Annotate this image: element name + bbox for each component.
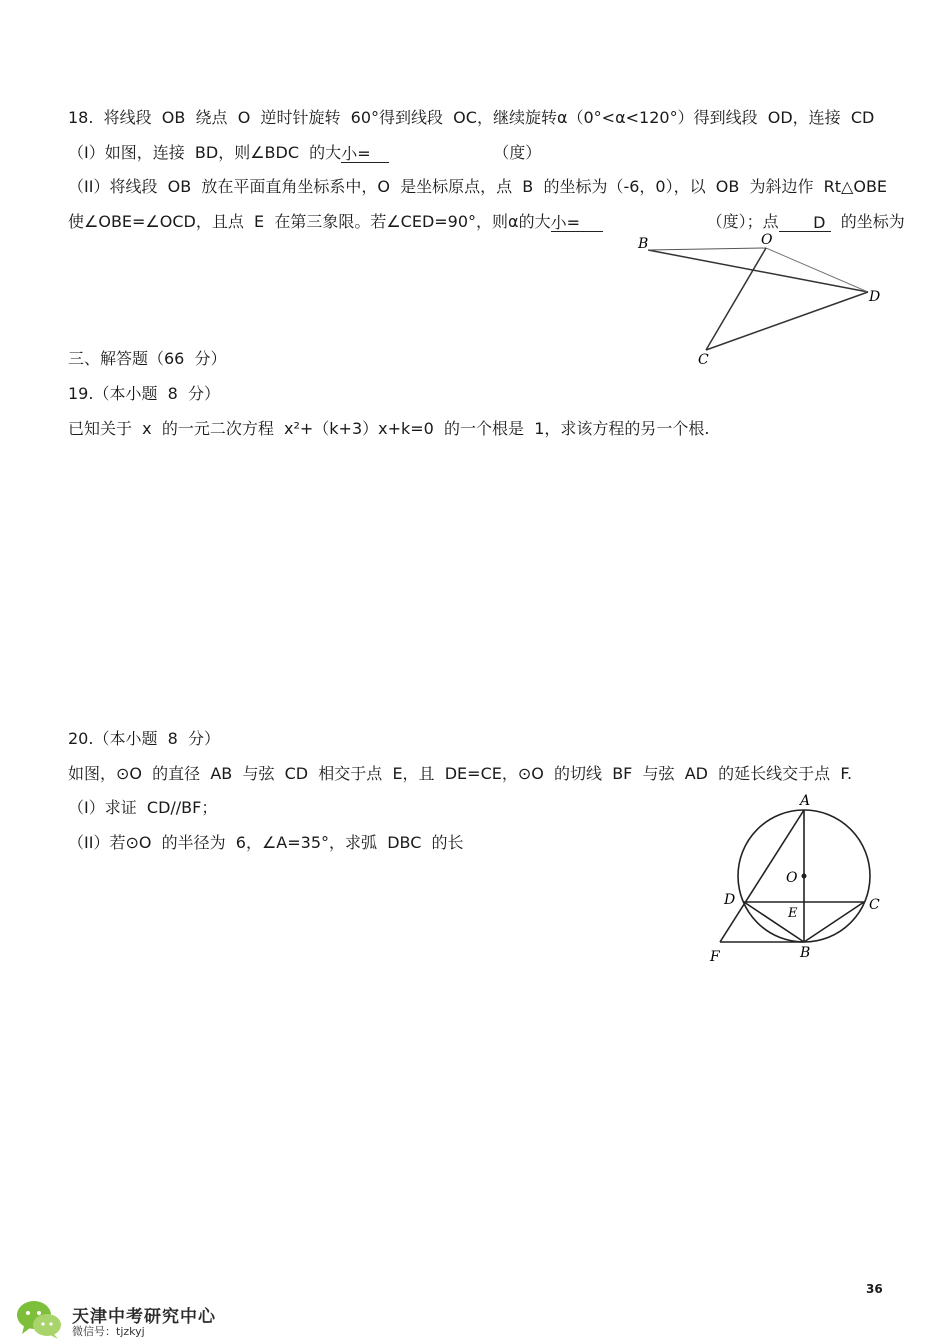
q18-line-3: （II）将线段 OB 放在平面直角坐标系中，O 是坐标原点，点 B 的坐标为（-6，0），以 OB 为斜边作 Rt△OBE — [68, 177, 888, 196]
q18-line-2 — [68, 143, 541, 163]
q18-blank-1 — [341, 144, 389, 163]
q20-segment-cb — [804, 902, 864, 942]
q20-heading: 20.（本小题 8 分） — [68, 729, 220, 748]
q20-figure — [700, 790, 900, 968]
q18-label-b: B — [638, 236, 649, 252]
q20-label-a: A — [800, 793, 811, 809]
page-number: 36 — [866, 1282, 883, 1296]
q20-label-c: C — [869, 897, 880, 913]
q18-blank-2-text: 小= — [550, 213, 580, 232]
q18-line-4-text: 使∠OBE=∠OCD，且点 E 在第三象限。若∠CED=90°，则α的大 — [68, 212, 551, 231]
q18-figure — [630, 228, 890, 370]
q18-label-o: O — [761, 232, 773, 248]
q18-label-c: C — [698, 352, 709, 368]
q18-line-1: 18. 将线段 OB 绕点 O 逆时针旋转 60°得到线段 OC，继续旋转α（0°<α<120°）得到线段 OD，连接 CD — [68, 108, 875, 127]
q18-coord-label: 的坐标为 — [840, 212, 905, 231]
q18-segment-cd — [706, 292, 868, 350]
q18-line-2-text: （I）如图，连接 BD，则∠BDC 的大 — [68, 143, 342, 162]
q20-line-2: （I）求证 CD//BF； — [68, 798, 218, 817]
footer-wechat-id: 微信号：tjzkyj — [72, 1325, 145, 1338]
q18-segment-bd — [648, 250, 868, 292]
q20-center-dot — [802, 874, 807, 879]
wechat-logo-icon — [14, 1298, 64, 1340]
q20-line-1: 如图，⊙O 的直径 AB 与弦 CD 相交于点 E，且 DE=CE，⊙O 的切线 BF 与弦 AD 的延长线交于点 F. — [68, 764, 853, 783]
q19-heading: 19.（本小题 8 分） — [68, 384, 220, 403]
q20-label-e: E — [788, 906, 798, 921]
section-3-title: 三、解答题（66 分） — [68, 349, 227, 368]
q18-blank-1-text: 小= — [341, 144, 371, 163]
footer-brand: 天津中考研究中心 — [72, 1307, 216, 1327]
q20-label-f: F — [710, 949, 720, 965]
q19-body: 已知关于 x 的一元二次方程 x²+（k+3）x+k=0 的一个根是 1，求该方程的另一个根. — [68, 419, 710, 438]
q20-label-d: D — [724, 892, 736, 908]
q18-segment-bo — [648, 248, 766, 250]
q18-unit-1: （度） — [493, 143, 542, 162]
q20-line-3: （II）若⊙O 的半径为 6，∠A=35°，求弧 DBC 的长 — [68, 833, 464, 852]
q18-point-d-text: D — [813, 213, 826, 232]
q20-label-o: O — [786, 870, 798, 886]
q18-label-d: D — [869, 289, 881, 305]
q18-segment-od — [766, 248, 868, 292]
q20-label-b: B — [800, 945, 811, 961]
q18-unit-2: （度）；点 — [706, 212, 779, 231]
q18-blank-2 — [551, 213, 603, 232]
